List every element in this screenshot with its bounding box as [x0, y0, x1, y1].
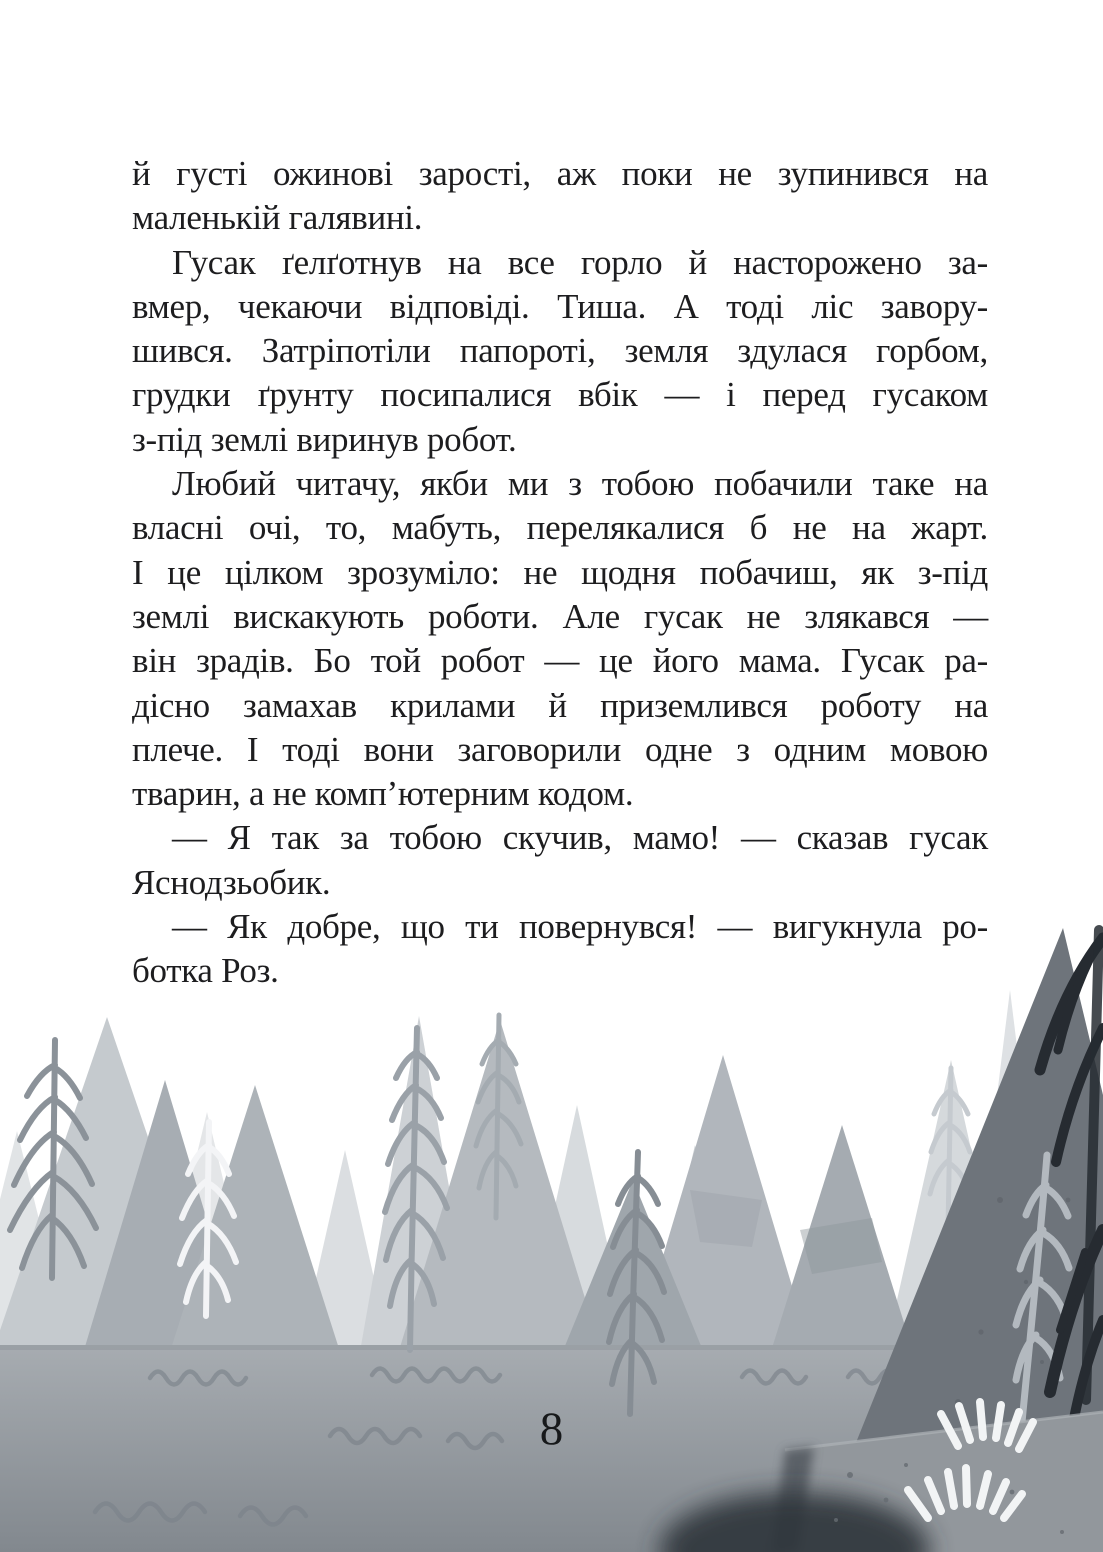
text-line: — Як добре, що ти повернувся! — вигукнула ро-: [172, 907, 988, 947]
text-line: він зрадів. Бо той робот — це його мама. Гусак ра-: [132, 641, 988, 681]
text-line: землі вискакують роботи. Але гусак не злякався —: [132, 596, 988, 636]
text-line: й густі ожинові зарості, аж поки не зупинився на: [132, 154, 988, 193]
text-line: шився. Затріпотіли папороті, земля здулася горбом,: [132, 331, 988, 371]
text-line: Любий читачу, якби ми з тобою побачили таке на: [172, 464, 988, 504]
text-line: маленькій галявині.: [132, 198, 423, 238]
text-line: — Я так за тобою скучив, мамо! — сказав гусак: [172, 818, 988, 858]
text-line: тварин, а не комп’ютерним кодом.: [132, 774, 634, 814]
text-line: І це цілком зрозуміло: не щодня побачиш, як з-під: [132, 552, 988, 592]
midground-trees: [0, 1016, 922, 1380]
text-line: Яснодзьобик.: [132, 862, 331, 902]
text-line: вмер, чекаючи відповіді. Тиша. А тоді ліс завору-: [132, 286, 988, 326]
text-line: плече. І тоді вони заговорили одне з одним мовою: [132, 729, 988, 769]
text-block: [132, 152, 988, 994]
text-line: грудки ґрунту посипалися вбік — і перед гусаком: [132, 375, 988, 415]
watercolor-patch: [690, 1190, 762, 1247]
text-line: Гусак ґелґотнув на все горло й насторожено за-: [172, 242, 988, 282]
text-line: ботка Роз.: [132, 951, 279, 991]
text-line: власні очі, то, мабуть, перелякалися б не на жарт.: [132, 508, 988, 548]
text-line: з-під землі виринув робот.: [132, 419, 517, 459]
page-number: 8: [539, 1403, 564, 1455]
text-line: дісно замахав крилами й приземлився роботу на: [132, 685, 988, 725]
